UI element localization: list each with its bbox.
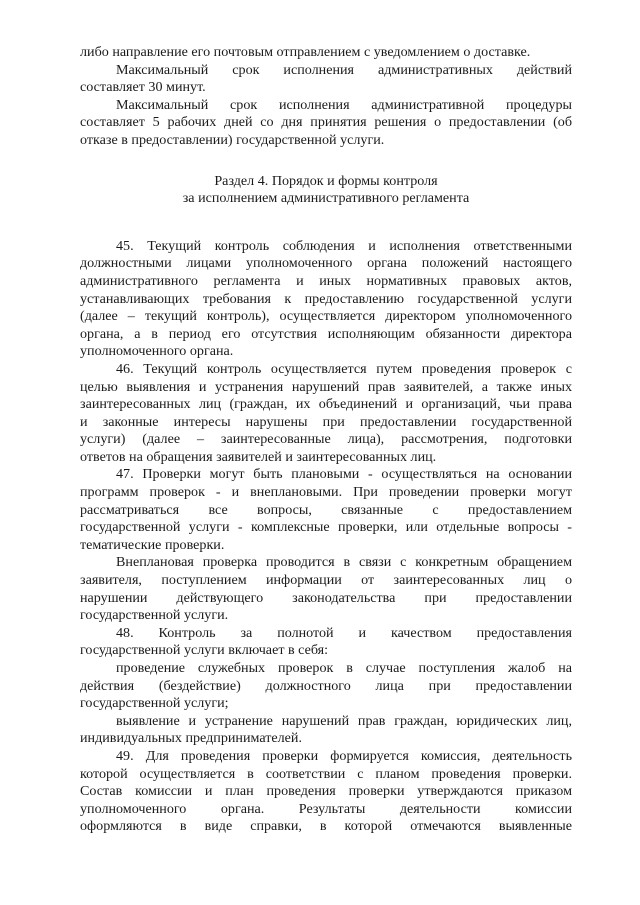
text-line: государственной услуги. xyxy=(80,607,229,624)
text-line: действия (бездействие) должностного лица при предоставлении xyxy=(80,677,572,694)
text-line: Внеплановая проверка проводится в связи с конкретным обращением xyxy=(116,554,572,571)
text-line: отказе в предоставлении) государственной услуги. xyxy=(80,131,385,148)
text-line: заинтересованных лиц (граждан, их объединений и организаций, чьи права xyxy=(80,396,572,413)
text-line: рассматриваться все вопросы, связанные с предоставлением xyxy=(80,501,572,518)
text-line: которой осуществляется в соответствии с планом проведения проверки. xyxy=(80,765,572,782)
text-line: уполномоченного органа. Результаты деятельности комиссии xyxy=(80,800,572,817)
text-line: должностными лицами уполномоченного органа положений настоящего xyxy=(80,255,572,272)
text-line: услуги) (далее – заинтересованные лица), рассмотрения, подготовки xyxy=(80,431,572,448)
text-line: тематические проверки. xyxy=(80,536,225,553)
text-line: Максимальный срок исполнения административной процедуры xyxy=(116,96,572,113)
text-line: программ проверок - и внеплановыми. При проведении проверки могут xyxy=(80,484,572,501)
text-line: (далее – текущий контроль), осуществляется директором уполномоченного xyxy=(80,308,572,325)
text-line: целью выявления и устранения нарушений прав заявителей, а также иных xyxy=(80,378,572,395)
section-heading-line-2: за исполнением административного регламента xyxy=(182,190,470,207)
text-line: составляет 5 рабочих дней со дня принятия решения о предоставлении (об xyxy=(80,114,572,131)
text-line: государственной услуги - комплексные проверки, или отдельные вопросы - xyxy=(80,519,572,536)
text-line: заявителя, поступлением информации от заинтересованных лиц о xyxy=(80,572,572,589)
text-line: нарушении действующего законодательства при предоставлении xyxy=(80,589,572,606)
text-line: выявление и устранение нарушений прав граждан, юридических лиц, xyxy=(116,712,572,729)
text-line: 46. Текущий контроль осуществляется путем проведения проверок с xyxy=(116,360,572,377)
text-line: органа, а в период его отсутствия исполняющим обязанности директора xyxy=(80,325,572,342)
text-line: 49. Для проведения проверки формируется комиссия, деятельность xyxy=(116,747,572,764)
text-line: Состав комиссии и план проведения проверки утверждаются приказом xyxy=(80,783,572,800)
text-line: и законные интересы нарушены при предоставлении государственной xyxy=(80,413,572,430)
text-line: административного регламента и иных нормативных правовых актов, xyxy=(80,272,572,289)
text-line: Максимальный срок исполнения административных действий xyxy=(116,61,572,78)
text-line: составляет 30 минут. xyxy=(80,79,206,96)
text-line: индивидуальных предпринимателей. xyxy=(80,730,302,747)
text-block-top xyxy=(80,44,572,150)
text-line: устанавливающих требования к предоставлению государственной услуги xyxy=(80,290,572,307)
text-line: государственной услуги включает в себя: xyxy=(80,642,329,659)
text-block-body xyxy=(80,238,572,836)
text-line: либо направление его почтовым отправлением с уведомлением о доставке. xyxy=(80,44,531,60)
text-line: 48. Контроль за полнотой и качеством предоставления xyxy=(116,624,572,641)
section-heading-line-1: Раздел 4. Порядок и формы контроля xyxy=(214,172,438,189)
section-heading xyxy=(80,173,572,208)
text-line: уполномоченного органа. xyxy=(80,343,234,360)
text-line: проведение служебных проверок в случае поступления жалоб на xyxy=(116,660,572,676)
text-line: государственной услуги; xyxy=(80,695,229,712)
text-line: ответов на обращения заявителей и заинтересованных лиц. xyxy=(80,448,437,465)
text-line: 47. Проверки могут быть плановыми - осуществляться на основании xyxy=(116,466,572,483)
text-line: 45. Текущий контроль соблюдения и исполнения ответственными xyxy=(116,237,572,254)
text-line: оформляются в виде справки, в которой отмечаются выявленные xyxy=(80,818,572,835)
